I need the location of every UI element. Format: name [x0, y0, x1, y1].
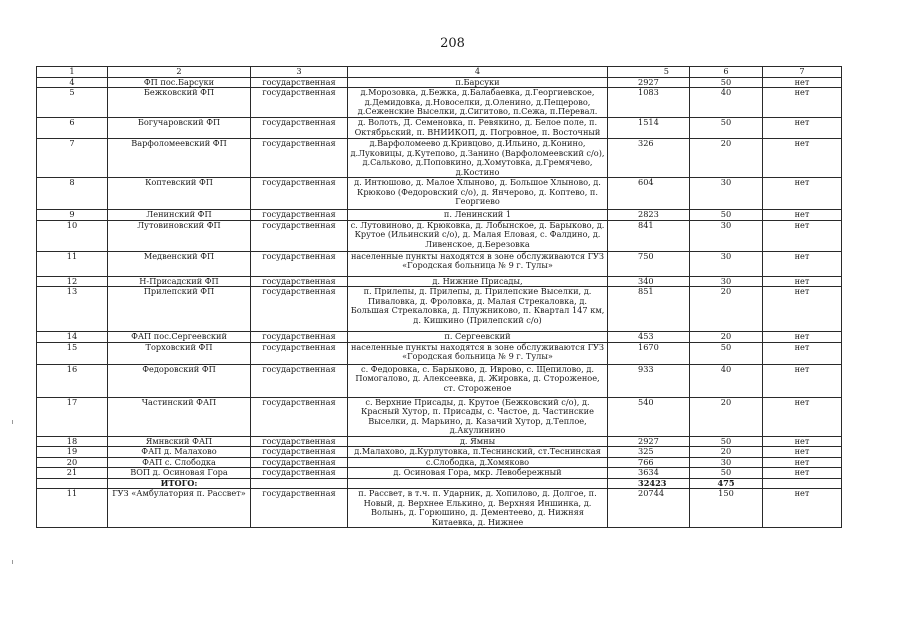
status-cell: нет	[763, 489, 842, 528]
population-cell: 1083	[608, 88, 690, 118]
served-area-cell: д.Морозовка, д.Бежка, д.Балабаевка, д.Георгиевское, д.Демидовка, д.Новоселки, д.Оленино, д.Пещерово, д.Сеженские Выселки, д.Сигитово, п.Сежа, п.Перевал.	[348, 88, 608, 118]
row-number-cell: 6	[37, 118, 108, 139]
page-number: 208	[440, 36, 465, 51]
total-capacity: 475	[690, 478, 763, 489]
capacity-cell: 20	[690, 447, 763, 458]
served-area-cell: п. Ленинский 1	[348, 210, 608, 221]
ownership-cell: государственная	[251, 468, 348, 479]
header-cell: 4	[348, 67, 608, 78]
table-row	[37, 276, 842, 287]
facility-name-cell: Н-Присадский ФП	[108, 276, 251, 287]
status-cell: нет	[763, 342, 842, 364]
served-area-cell: с. Верхние Присады, д. Крутое (Бежковский с/о), д. Красный Хутор, п. Присады, с. Частое, д. Частинские Выселки, д. Марьино, д. Казачий Хутор, д.Теплое, д.Акулинино	[348, 397, 608, 436]
capacity-cell: 50	[690, 210, 763, 221]
facility-name-cell: Федоровский ФП	[108, 364, 251, 397]
capacity-cell: 150	[690, 489, 763, 528]
capacity-cell: 50	[690, 342, 763, 364]
empty-cell	[763, 478, 842, 489]
row-number-cell: 11	[37, 251, 108, 276]
ownership-cell: государственная	[251, 88, 348, 118]
status-cell: нет	[763, 88, 842, 118]
ownership-cell: государственная	[251, 364, 348, 397]
table-row	[37, 251, 842, 276]
population-cell: 3634	[608, 468, 690, 479]
population-cell: 933	[608, 364, 690, 397]
facility-name-cell: Ямнвский ФАП	[108, 436, 251, 447]
status-cell: нет	[763, 457, 842, 468]
population-cell: 2927	[608, 77, 690, 88]
facility-name-cell: ВОП д. Осиновая Гора	[108, 468, 251, 479]
served-area-cell: д. Интюшово, д. Малое Хлыново, д. Большое Хлыново, д. Крюково (Федоровский с/о), д. Янчерово, д. Коптево, п. Георгиево	[348, 178, 608, 210]
facility-name-cell: Частинский ФАП	[108, 397, 251, 436]
table-row	[37, 364, 842, 397]
header-cell: 5	[608, 67, 690, 78]
facility-name-cell: Прилепский ФП	[108, 287, 251, 332]
capacity-cell: 50	[690, 468, 763, 479]
ownership-cell: государственная	[251, 210, 348, 221]
population-cell: 540	[608, 397, 690, 436]
margin-mark	[12, 560, 13, 564]
empty-cell	[251, 478, 348, 489]
facility-name-cell: ФАП пос.Сергеевский	[108, 332, 251, 343]
served-area-cell: д. Нижние Присады,	[348, 276, 608, 287]
ownership-cell: государственная	[251, 342, 348, 364]
ownership-cell: государственная	[251, 276, 348, 287]
ownership-cell: государственная	[251, 436, 348, 447]
status-cell: нет	[763, 139, 842, 178]
table-row	[37, 397, 842, 436]
capacity-cell: 30	[690, 251, 763, 276]
row-number-cell: 16	[37, 364, 108, 397]
capacity-cell: 20	[690, 332, 763, 343]
served-area-cell: д. Волоть, Д. Семеновка, п. Ревякино, д. Белое поле, п. Октябрьский, п. ВНИИКОП, д. Погровное, п. Восточный	[348, 118, 608, 139]
status-cell: нет	[763, 436, 842, 447]
table-row	[37, 77, 842, 88]
status-cell: нет	[763, 210, 842, 221]
row-number-cell: 19	[37, 447, 108, 458]
ownership-cell: государственная	[251, 77, 348, 88]
table-row	[37, 489, 842, 528]
served-area-cell: д. Осиновая Гора, мкр. Левобережный	[348, 468, 608, 479]
population-cell: 453	[608, 332, 690, 343]
row-number-cell: 18	[37, 436, 108, 447]
row-number-cell: 8	[37, 178, 108, 210]
margin-mark	[12, 420, 13, 424]
row-number-cell: 4	[37, 77, 108, 88]
facility-name-cell: Богучаровский ФП	[108, 118, 251, 139]
status-cell: нет	[763, 251, 842, 276]
row-number-cell: 13	[37, 287, 108, 332]
status-cell: нет	[763, 447, 842, 458]
capacity-cell: 50	[690, 118, 763, 139]
capacity-cell: 20	[690, 397, 763, 436]
served-area-cell: д. Ямны	[348, 436, 608, 447]
capacity-cell: 40	[690, 88, 763, 118]
row-number-cell: 15	[37, 342, 108, 364]
table-row	[37, 287, 842, 332]
status-cell: нет	[763, 118, 842, 139]
row-number-cell: 11	[37, 489, 108, 528]
row-number-cell: 7	[37, 139, 108, 178]
served-area-cell: п. Сергеевский	[348, 332, 608, 343]
row-number-cell: 10	[37, 220, 108, 251]
capacity-cell: 20	[690, 139, 763, 178]
population-cell: 326	[608, 139, 690, 178]
table-row	[37, 139, 842, 178]
row-number-cell: 14	[37, 332, 108, 343]
ownership-cell: государственная	[251, 457, 348, 468]
capacity-cell: 30	[690, 178, 763, 210]
population-cell: 2927	[608, 436, 690, 447]
facility-name-cell: Торховский ФП	[108, 342, 251, 364]
facility-name-cell: ФП пос.Барсуки	[108, 77, 251, 88]
row-number-cell: 17	[37, 397, 108, 436]
status-cell: нет	[763, 397, 842, 436]
ownership-cell: государственная	[251, 447, 348, 458]
capacity-cell: 50	[690, 77, 763, 88]
status-cell: нет	[763, 468, 842, 479]
facility-name-cell: Коптевский ФП	[108, 178, 251, 210]
population-cell: 604	[608, 178, 690, 210]
population-cell: 841	[608, 220, 690, 251]
header-cell: 1	[37, 67, 108, 78]
population-cell: 1670	[608, 342, 690, 364]
served-area-cell: д.Варфоломеево д.Кривцово, д.Ильино, д.Конино, д.Луковицы, д.Кутепово, д.Занино (Варфоломеевский с/о), д.Сальково, д.Поповкино, д.Хомутовка, д.Гремячево, д.Костино	[348, 139, 608, 178]
table-row	[37, 220, 842, 251]
row-number-cell: 9	[37, 210, 108, 221]
facility-name-cell: ФАП д. Малахово	[108, 447, 251, 458]
total-label: ИТОГО:	[108, 478, 251, 489]
population-cell: 2823	[608, 210, 690, 221]
row-number-cell: 21	[37, 468, 108, 479]
total-population: 32423	[608, 478, 690, 489]
capacity-cell: 50	[690, 436, 763, 447]
header-row	[37, 67, 842, 78]
population-cell: 325	[608, 447, 690, 458]
capacity-cell: 30	[690, 220, 763, 251]
served-area-cell: п. Рассвет, в т.ч. п. Ударник, д. Хопилово, д. Долгое, п. Новый, д. Верхнее Елькино, д. Верхняя Иншинка, д. Волынь, д. Горюшино, д. Дементеево, д. Нижняя Китаевка, д. Нижнее	[348, 489, 608, 528]
status-cell: нет	[763, 332, 842, 343]
facility-name-cell: Бежковский ФП	[108, 88, 251, 118]
table-row	[37, 468, 842, 479]
population-cell: 851	[608, 287, 690, 332]
status-cell: нет	[763, 276, 842, 287]
facility-name-cell: ГУЗ «Амбулатория п. Рассвет»	[108, 489, 251, 528]
served-area-cell: с.Слободка, д.Хомяково	[348, 457, 608, 468]
empty-cell	[348, 478, 608, 489]
population-cell: 20744	[608, 489, 690, 528]
table-row	[37, 447, 842, 458]
population-cell: 1514	[608, 118, 690, 139]
facility-name-cell: Ленинский ФП	[108, 210, 251, 221]
ownership-cell: государственная	[251, 178, 348, 210]
served-area-cell: п. Прилепы, д. Прилепы, д. Прилепские Выселки, д. Пиваловка, д. Фроловка, д. Малая Стрекаловка, д. Большая Стрекаловка, д. Плужниково, п. Квартал 147 км, д. Кишкино (Прилепский с/о)	[348, 287, 608, 332]
capacity-cell: 30	[690, 457, 763, 468]
status-cell: нет	[763, 364, 842, 397]
table-row	[37, 457, 842, 468]
table-row	[37, 332, 842, 343]
table-row	[37, 436, 842, 447]
header-cell: 3	[251, 67, 348, 78]
header-cell: 6	[690, 67, 763, 78]
header-cell: 2	[108, 67, 251, 78]
status-cell: нет	[763, 287, 842, 332]
status-cell: нет	[763, 178, 842, 210]
ownership-cell: государственная	[251, 397, 348, 436]
served-area-cell: населенные пункты находятся в зоне обслуживаются ГУЗ «Городская больница № 9 г. Тулы»	[348, 251, 608, 276]
population-cell: 340	[608, 276, 690, 287]
status-cell: нет	[763, 220, 842, 251]
facility-name-cell: ФАП с. Слободка	[108, 457, 251, 468]
ownership-cell: государственная	[251, 220, 348, 251]
table-row	[37, 118, 842, 139]
population-cell: 766	[608, 457, 690, 468]
facility-name-cell: Лутовиновский ФП	[108, 220, 251, 251]
ownership-cell: государственная	[251, 118, 348, 139]
facility-name-cell: Медвенский ФП	[108, 251, 251, 276]
served-area-cell: с. Лутовиново, д. Крюковка, д. Лобынское, д. Барыково, д. Крутое (Ильинский с/о), д. Малая Еловая, с. Фалдино, д. Ливенское, д.Березовка	[348, 220, 608, 251]
capacity-cell: 20	[690, 287, 763, 332]
row-number-cell: 20	[37, 457, 108, 468]
served-area-cell: п.Барсуки	[348, 77, 608, 88]
status-cell: нет	[763, 77, 842, 88]
total-row	[37, 478, 842, 489]
row-number-cell: 12	[37, 276, 108, 287]
capacity-cell: 40	[690, 364, 763, 397]
row-number-cell: 5	[37, 88, 108, 118]
table-row	[37, 210, 842, 221]
table-row	[37, 88, 842, 118]
table-row	[37, 178, 842, 210]
table-row	[37, 342, 842, 364]
facilities-table	[36, 66, 842, 528]
ownership-cell: государственная	[251, 251, 348, 276]
served-area-cell: д.Малахово, д.Курлутовка, п.Теснинский, ст.Теснинская	[348, 447, 608, 458]
population-cell: 750	[608, 251, 690, 276]
ownership-cell: государственная	[251, 332, 348, 343]
ownership-cell: государственная	[251, 287, 348, 332]
capacity-cell: 30	[690, 276, 763, 287]
row-number-cell	[37, 478, 108, 489]
served-area-cell: населенные пункты находятся в зоне обслуживаются ГУЗ «Городская больница № 9 г. Тулы»	[348, 342, 608, 364]
ownership-cell: государственная	[251, 489, 348, 528]
ownership-cell: государственная	[251, 139, 348, 178]
facility-name-cell: Варфоломеевский ФП	[108, 139, 251, 178]
header-cell: 7	[763, 67, 842, 78]
served-area-cell: с. Федоровка, с. Барыково, д. Иврово, с. Щепилово, д. Помогалово, д. Алексеевка, д. Жировка, д. Стороженое, ст. Стороженое	[348, 364, 608, 397]
